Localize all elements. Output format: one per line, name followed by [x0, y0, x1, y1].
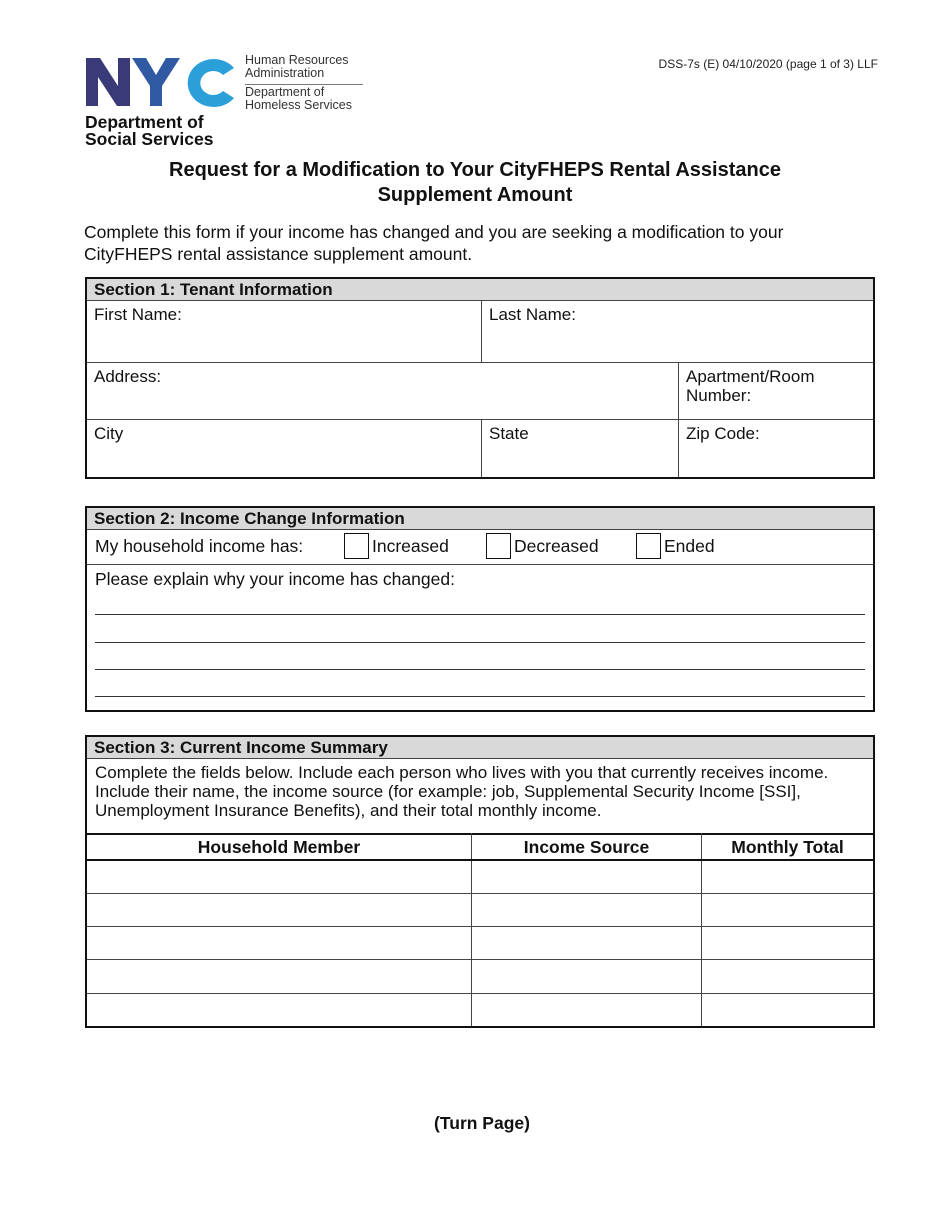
section-heading: Section 1: Tenant Information [87, 279, 873, 301]
section-heading: Section 2: Income Change Information [87, 508, 873, 530]
ended-label: Ended [664, 536, 715, 556]
department-line: Social Services [85, 129, 214, 149]
intro-text: Complete this form if your income has changed and you are seeking a modification to your CityFHEPS rental assistance supplement amount. [84, 222, 784, 264]
city-field[interactable] [87, 420, 481, 477]
agency-line: Administration [245, 66, 325, 80]
apartment-label: Apartment/Room Number: [686, 367, 815, 405]
explanation-line[interactable] [95, 696, 865, 697]
table-row[interactable] [87, 926, 873, 960]
title-line: Supplement Amount [377, 184, 573, 206]
nyc-logo-icon [84, 54, 236, 110]
department-name [85, 114, 213, 148]
decreased-label: Decreased [514, 536, 599, 556]
table-row[interactable] [87, 893, 873, 927]
page-title [0, 158, 950, 208]
agency-line: Human Resources [245, 53, 349, 67]
agency-names [245, 54, 352, 112]
hra-dhs-logo [84, 54, 369, 150]
form-code: DSS-7s (E) 04/10/2020 (page 1 of 3) LLF [658, 57, 878, 71]
department-line: Department of [85, 112, 204, 132]
column-header-monthly-total: Monthly Total [731, 837, 844, 857]
agency-line: Homeless Services [245, 98, 352, 112]
section-1-tenant-info [85, 277, 875, 479]
income-change-row [87, 530, 873, 565]
section-2-income-change [85, 506, 875, 712]
increased-label: Increased [372, 536, 449, 556]
explanation-line[interactable] [95, 614, 865, 615]
explain-label: Please explain why your income has changed: [95, 569, 455, 589]
last-name-field[interactable] [482, 301, 873, 362]
turn-page-note: (Turn Page) [434, 1113, 530, 1133]
table-row[interactable] [87, 959, 873, 993]
agency-line: Department of [245, 85, 325, 99]
increased-checkbox[interactable] [344, 533, 369, 559]
income-has-label: My household income has: [95, 536, 304, 556]
section-heading: Section 3: Current Income Summary [87, 737, 873, 759]
state-label: State [489, 424, 529, 443]
table-row[interactable] [87, 859, 873, 894]
section-3-income-summary [85, 735, 875, 1028]
apartment-field[interactable] [679, 363, 873, 419]
decreased-checkbox[interactable] [486, 533, 511, 559]
last-name-label: Last Name: [489, 305, 576, 324]
city-label: City [94, 424, 124, 443]
first-name-label: First Name: [94, 305, 182, 324]
title-line: Request for a Modification to Your CityFHEPS Rental Assistance [169, 159, 781, 181]
address-field[interactable] [87, 363, 678, 419]
logo-divider [245, 84, 363, 85]
section-3-instructions: Complete the fields below. Include each person who lives with you that currently receives income. Include their name, the income source (for example: job, Supplemental Security Income [SSI], Unemployment Insurance Benefits), and their total monthly income. [95, 763, 829, 820]
zip-code-label: Zip Code: [686, 424, 760, 443]
state-field[interactable] [482, 420, 678, 477]
table-row[interactable] [87, 993, 873, 1027]
zip-code-field[interactable] [679, 420, 873, 477]
first-name-field[interactable] [87, 301, 481, 362]
column-header-household-member: Household Member [197, 837, 361, 857]
explanation-line[interactable] [95, 642, 865, 643]
ended-checkbox[interactable] [636, 533, 661, 559]
address-label: Address: [94, 367, 162, 386]
explanation-line[interactable] [95, 669, 865, 670]
column-header-income-source: Income Source [523, 837, 650, 857]
